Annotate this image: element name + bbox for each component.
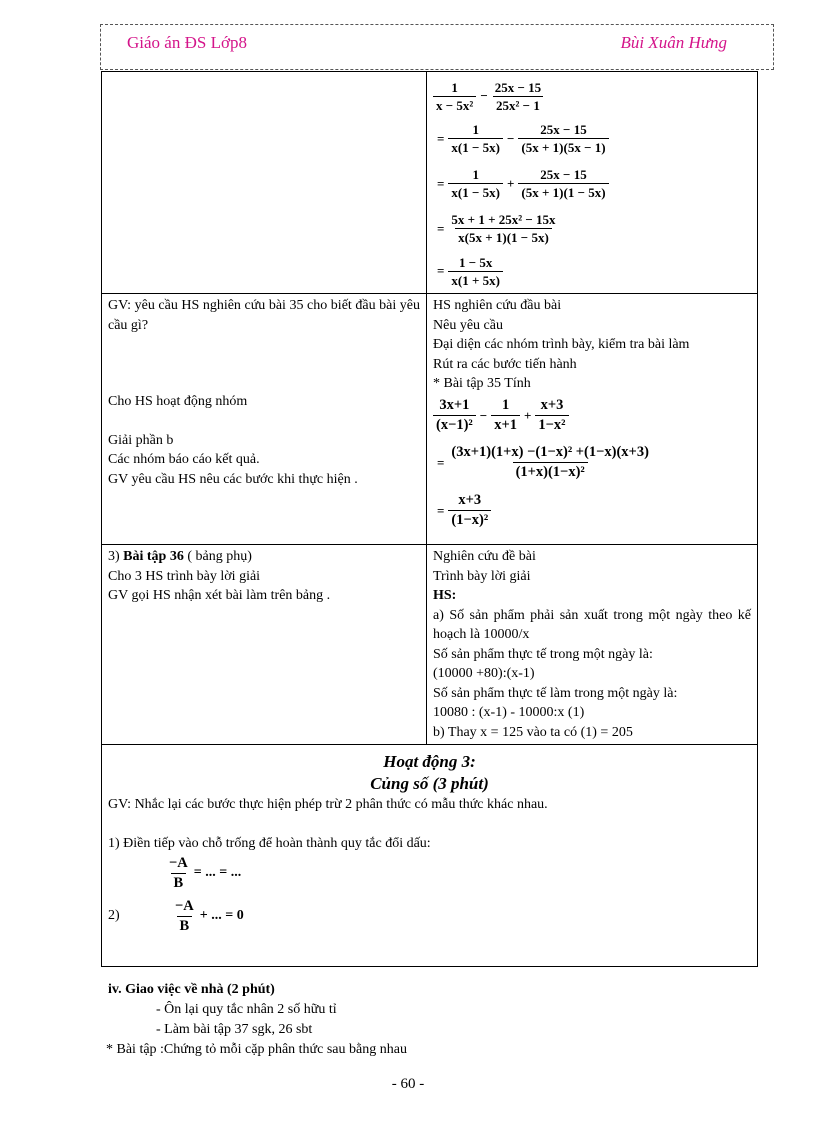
table-row	[102, 294, 758, 545]
student-text: * Bài tập 35 Tính	[433, 376, 531, 391]
teacher-text: Các nhóm báo cáo kết quả.	[108, 452, 260, 467]
fraction: $\frac{x+3}{\text{1−x²}}$	[535, 396, 568, 435]
row1-right	[427, 72, 758, 294]
homework-section	[108, 980, 407, 1060]
fraction: $\frac{25x - 15}{\text{25x² − 1}}$	[494, 79, 542, 113]
fraction: $\frac{\text{5x + 1 + 25x² − 15x}}{x(5x + 1)(1 - 5x)}$	[451, 212, 556, 245]
student-text: b) Thay x = 125 vào ta có (1) = 205	[433, 724, 633, 740]
table-row	[102, 745, 758, 967]
exercise-heading: 3) Bài tập 36 ( bảng phụ)	[108, 549, 252, 564]
activity-3-cell	[102, 745, 758, 967]
homework-item: - Làm bài tập 37 sgk, 26 sbt	[156, 1022, 313, 1037]
fraction: $\frac{3x+1}{\text{(x−1)²}}$	[433, 396, 476, 435]
teacher-text: GV yêu cầu HS nêu các bước khi thực hiện .	[108, 471, 358, 487]
teacher-text: Giải phần b	[108, 432, 174, 448]
math-line: $\frac{3x+1}{\text{(x−1)²}}$ − $\frac{1}{x+1}$ + $\frac{x+3}{\text{1−x²}}$	[433, 394, 751, 438]
teacher-text: GV gọi HS nhận xét bài làm trên bảng .	[108, 588, 331, 603]
fraction: $\frac{-A}{B}$	[169, 854, 188, 891]
header-left: Giáo án ĐS Lớp8	[127, 33, 247, 52]
row2-left	[102, 294, 427, 545]
teacher-text: Cho HS hoạt động nhóm	[108, 394, 248, 409]
activity-text: GV: Nhắc lại các bước thực hiện phép trừ 2 phân thức có mẫu thức khác nhau.	[108, 797, 548, 812]
homework-item: * Bài tập :Chứng tỏ mỗi cặp phân thức sau bằng nhau	[106, 1042, 407, 1057]
student-text: Số sản phẩm thực tế làm trong một ngày là:	[433, 685, 678, 701]
row1-left	[102, 72, 427, 294]
teacher-text: Cho 3 HS trình bày lời giải	[108, 568, 261, 584]
math-line: $\frac{1}{\text{x − 5x²}}$ − $\frac{25x - 15}{\text{25x² − 1}}$	[433, 76, 751, 116]
table-row	[102, 545, 758, 745]
row3-right	[427, 545, 758, 745]
fraction: $\frac{\text{(3x+1)(1+x) −(1−x)² +(1−x)(x+3)}}{\text{(1+x)(1−x)²}}$	[451, 444, 649, 480]
student-text: (10000 +80):(x-1)	[433, 666, 535, 681]
activity-text: 1) Điền tiếp vào chỗ trống để hoàn thành quy tắc đổi dấu:	[108, 835, 431, 851]
math-line: = $\frac{x+3}{\text{(1−x)²}}$	[433, 488, 751, 534]
student-text: HS:	[433, 588, 457, 603]
row2-right	[427, 294, 758, 545]
fraction: $\frac{1}{x(1 - 5x)}$	[448, 121, 503, 156]
lesson-table	[101, 71, 758, 967]
math-line: = $\frac{1}{x(1 - 5x)}$ − $\frac{25x - 15}{(5x + 1)(5x - 1)}$	[433, 116, 751, 161]
homework-title: iv. Giao việc về nhà (2 phút)	[108, 982, 275, 997]
fraction: $\frac{1 - 5x}{x(1 + 5x)}$	[448, 254, 503, 289]
fraction: $\frac{1}{x+1}$	[491, 396, 520, 435]
fraction: $\frac{1}{x(1 - 5x)}$	[448, 166, 503, 201]
math-line: $\frac{-A}{B}$ = ... = ...	[108, 853, 751, 893]
row3-left	[102, 545, 427, 745]
student-text: Trình bày lời giải	[433, 568, 531, 584]
math-line: = $\frac{1 - 5x}{x(1 + 5x)}$	[433, 251, 751, 291]
fraction: $\frac{x+3}{\text{(1−x)²}}$	[448, 491, 491, 530]
student-text: Nghiên cứu đề bài	[433, 549, 536, 564]
math-line: 2) $\frac{-A}{B}$ + ... = 0	[108, 897, 244, 934]
page-number: - 60 -	[391, 1076, 425, 1092]
student-text: Số sản phẩm thực tế trong một ngày là:	[433, 646, 653, 662]
teacher-text: GV: yêu cầu HS nghiên cứu bài 35 cho biết đầu bài yêu cầu gì?	[108, 298, 420, 333]
student-text: Đại diện các nhóm trình bày, kiểm tra bài làm	[433, 337, 690, 352]
fraction: $\frac{1}{\text{x − 5x²}}$	[433, 79, 476, 114]
page-header	[100, 24, 774, 70]
header-right: Bùi Xuân Hưng	[620, 33, 727, 52]
fraction: $\frac{25x - 15}{(5x + 1)(5x - 1)}$	[518, 121, 608, 156]
activity-subtitle: Củng số (3 phút)	[370, 774, 489, 793]
fraction: $\frac{-A}{B}$	[175, 897, 194, 934]
math-line: = $\frac{\text{5x + 1 + 25x² − 15x}}{x(5x + 1)(1 - 5x)}$	[433, 206, 751, 251]
student-text: a) Số sản phẩm phải sản xuất trong một ngày theo kế hoạch là 10000/x	[433, 607, 751, 642]
math-line: = $\frac{\text{(3x+1)(1+x) −(1−x)² +(1−x)(x+3)}}{\text{(1+x)(1−x)²}}$	[433, 438, 751, 488]
student-text: Rút ra các bước tiến hành	[433, 356, 577, 372]
math-line: = $\frac{1}{x(1 - 5x)}$ + $\frac{25x - 15}{(5x + 1)(1 - 5x)}$	[433, 161, 751, 206]
table-row	[102, 72, 758, 294]
student-text: Nêu yêu cầu	[433, 317, 503, 333]
student-text: 10080 : (x-1) - 10000:x (1)	[433, 705, 585, 720]
activity-title: Hoạt động 3:	[383, 752, 476, 771]
homework-item: - Ôn lại quy tắc nhân 2 số hữu tỉ	[156, 1002, 337, 1017]
student-text: HS nghiên cứu đầu bài	[433, 298, 562, 313]
fraction: $\frac{25x - 15}{(5x + 1)(1 - 5x)}$	[518, 166, 608, 201]
